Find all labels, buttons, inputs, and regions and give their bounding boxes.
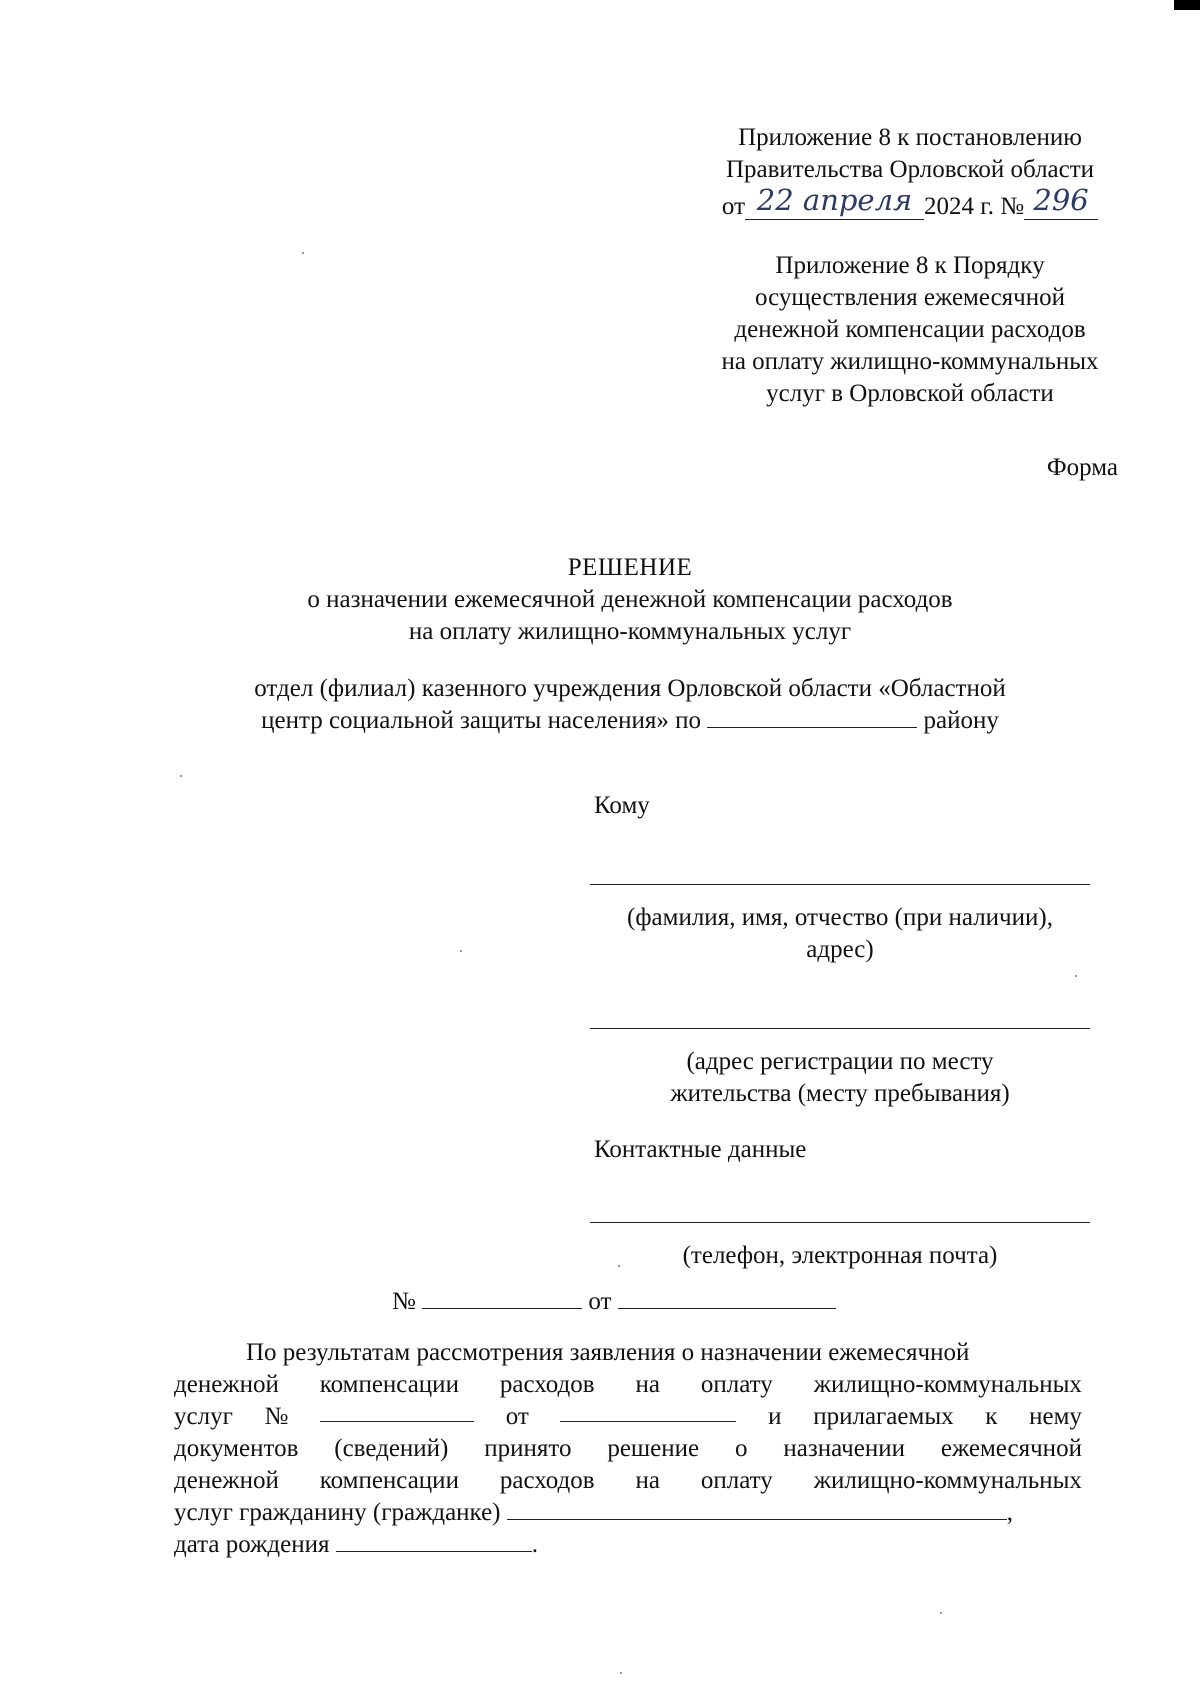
contacts-line[interactable]	[590, 1222, 1090, 1223]
document-heading	[170, 552, 1090, 648]
contacts-label: Контактные данные	[594, 1136, 807, 1163]
paragraph-word: жилищно-коммунальных	[813, 1467, 1082, 1494]
document-subtitle-line-2: на оплату жилищно-коммунальных услуг	[408, 618, 852, 645]
recipient-name-caption-line-1: (фамилия, имя, отчество (при наличии),	[627, 904, 1053, 931]
paragraph-word: денежной	[174, 1467, 279, 1494]
procedure-line-3: денежной компенсации расходов	[734, 316, 1086, 343]
scan-speck	[620, 1672, 622, 1674]
decision-date-blank[interactable]	[618, 1288, 836, 1309]
paragraph-word: решение	[607, 1435, 700, 1462]
decision-number-blank[interactable]	[422, 1288, 582, 1309]
paragraph-word: расходов	[499, 1371, 595, 1398]
scan-speck	[460, 950, 462, 952]
district-blank-field[interactable]	[707, 707, 917, 728]
contacts-caption: (телефон, электронная почта)	[682, 1242, 998, 1269]
recipient-name-caption-line-2: адрес)	[806, 936, 874, 963]
procedure-line-4: на оплату жилищно-коммунальных	[721, 348, 1099, 375]
paragraph-word: (сведений)	[334, 1435, 449, 1462]
recipient-name-caption	[590, 902, 1090, 966]
to-label: Кому	[594, 792, 650, 819]
word-number-sign: №	[264, 1403, 289, 1430]
word-nemu: нему	[1029, 1403, 1082, 1430]
form-label: Форма	[1046, 454, 1118, 481]
paragraph-word: на	[635, 1371, 660, 1398]
paragraph-word: расходов	[499, 1467, 595, 1494]
department-line-2-start: центр социальной защиты населения» по	[261, 707, 702, 734]
paragraph-word: оплату	[700, 1371, 773, 1398]
annex-date-prefix: от	[721, 193, 746, 220]
word-prilagaemykh: прилагаемых	[813, 1403, 954, 1430]
scan-speck	[180, 775, 182, 777]
decision-number-row	[392, 1286, 836, 1318]
scan-speck	[618, 1265, 620, 1267]
annex-year: 2024 г. №	[924, 193, 1025, 220]
word-uslug: услуг	[174, 1403, 233, 1430]
procedure-line-1: Приложение 8 к Порядку	[775, 252, 1045, 279]
registration-address-caption	[590, 1046, 1090, 1110]
birth-date-label: дата рождения	[174, 1531, 330, 1558]
paragraph-word: принято	[484, 1435, 572, 1462]
resolution-annex-header	[680, 122, 1140, 224]
birth-date-blank[interactable]	[336, 1531, 532, 1552]
paragraph-line-2	[174, 1369, 1082, 1401]
annex-date-line	[680, 183, 1140, 224]
department-line-2-end: району	[923, 707, 999, 734]
annex-line-2: Правительства Орловской области	[725, 156, 1095, 183]
application-number-blank[interactable]	[320, 1401, 474, 1422]
paragraph-word: назначении	[783, 1435, 905, 1462]
citizen-label: услуг гражданину (гражданке)	[174, 1499, 501, 1526]
recipient-name-line[interactable]	[590, 884, 1090, 885]
procedure-annex-header	[680, 250, 1140, 410]
document-subtitle-line-1: о назначении ежемесячной денежной компенсации расходов	[307, 586, 953, 613]
department-line-2	[150, 705, 1110, 737]
corner-scan-mark	[1174, 0, 1200, 10]
paragraph-word: документов	[174, 1435, 299, 1462]
paragraph-word: на	[635, 1467, 660, 1494]
citizen-name-blank[interactable]	[507, 1499, 1007, 1520]
paragraph-line-3	[174, 1401, 1082, 1433]
department-line-1: отдел (филиал) казенного учреждения Орловской области «Областной	[254, 675, 1006, 702]
paragraph-word: компенсации	[319, 1467, 459, 1494]
paragraph-word: оплату	[700, 1467, 773, 1494]
paragraph-word: компенсации	[319, 1371, 459, 1398]
paragraph-word: ежемесячной	[940, 1435, 1082, 1462]
paragraph-line-7	[174, 1529, 1082, 1561]
procedure-line-2: осуществления ежемесячной	[754, 284, 1066, 311]
decision-paragraph	[174, 1337, 1082, 1561]
paragraph-line-1: По результатам рассмотрения заявления о назначении ежемесячной	[246, 1339, 970, 1366]
from-label: от	[588, 1288, 612, 1315]
word-k: к	[985, 1403, 998, 1430]
citizen-comma: ,	[1006, 1499, 1013, 1526]
paragraph-line-4	[174, 1433, 1082, 1465]
word-ot: от	[505, 1403, 529, 1430]
scan-speck	[940, 1612, 942, 1614]
application-date-blank[interactable]	[560, 1401, 736, 1422]
paragraph-word: о	[734, 1435, 748, 1462]
handwritten-date: 22 апреля	[745, 182, 924, 220]
handwritten-number: 296	[1024, 182, 1098, 220]
annex-line-1: Приложение 8 к постановлению	[738, 124, 1082, 151]
scan-speck	[302, 252, 304, 254]
paragraph-word: денежной	[174, 1371, 279, 1398]
registration-caption-line-2: жительства (месту пребывания)	[670, 1080, 1010, 1107]
paragraph-word: жилищно-коммунальных	[813, 1371, 1082, 1398]
department-block	[150, 673, 1110, 737]
word-i: и	[768, 1403, 782, 1430]
procedure-line-5: услуг в Орловской области	[766, 380, 1054, 407]
registration-address-line[interactable]	[590, 1028, 1090, 1029]
number-sign: №	[392, 1288, 416, 1315]
registration-caption-line-1: (адрес регистрации по месту	[686, 1048, 994, 1075]
document-title: РЕШЕНИЕ	[567, 554, 693, 581]
paragraph-line-6	[174, 1497, 1082, 1529]
paragraph-line-5	[174, 1465, 1082, 1497]
birth-date-period: .	[531, 1531, 538, 1558]
scan-speck	[1075, 975, 1077, 977]
